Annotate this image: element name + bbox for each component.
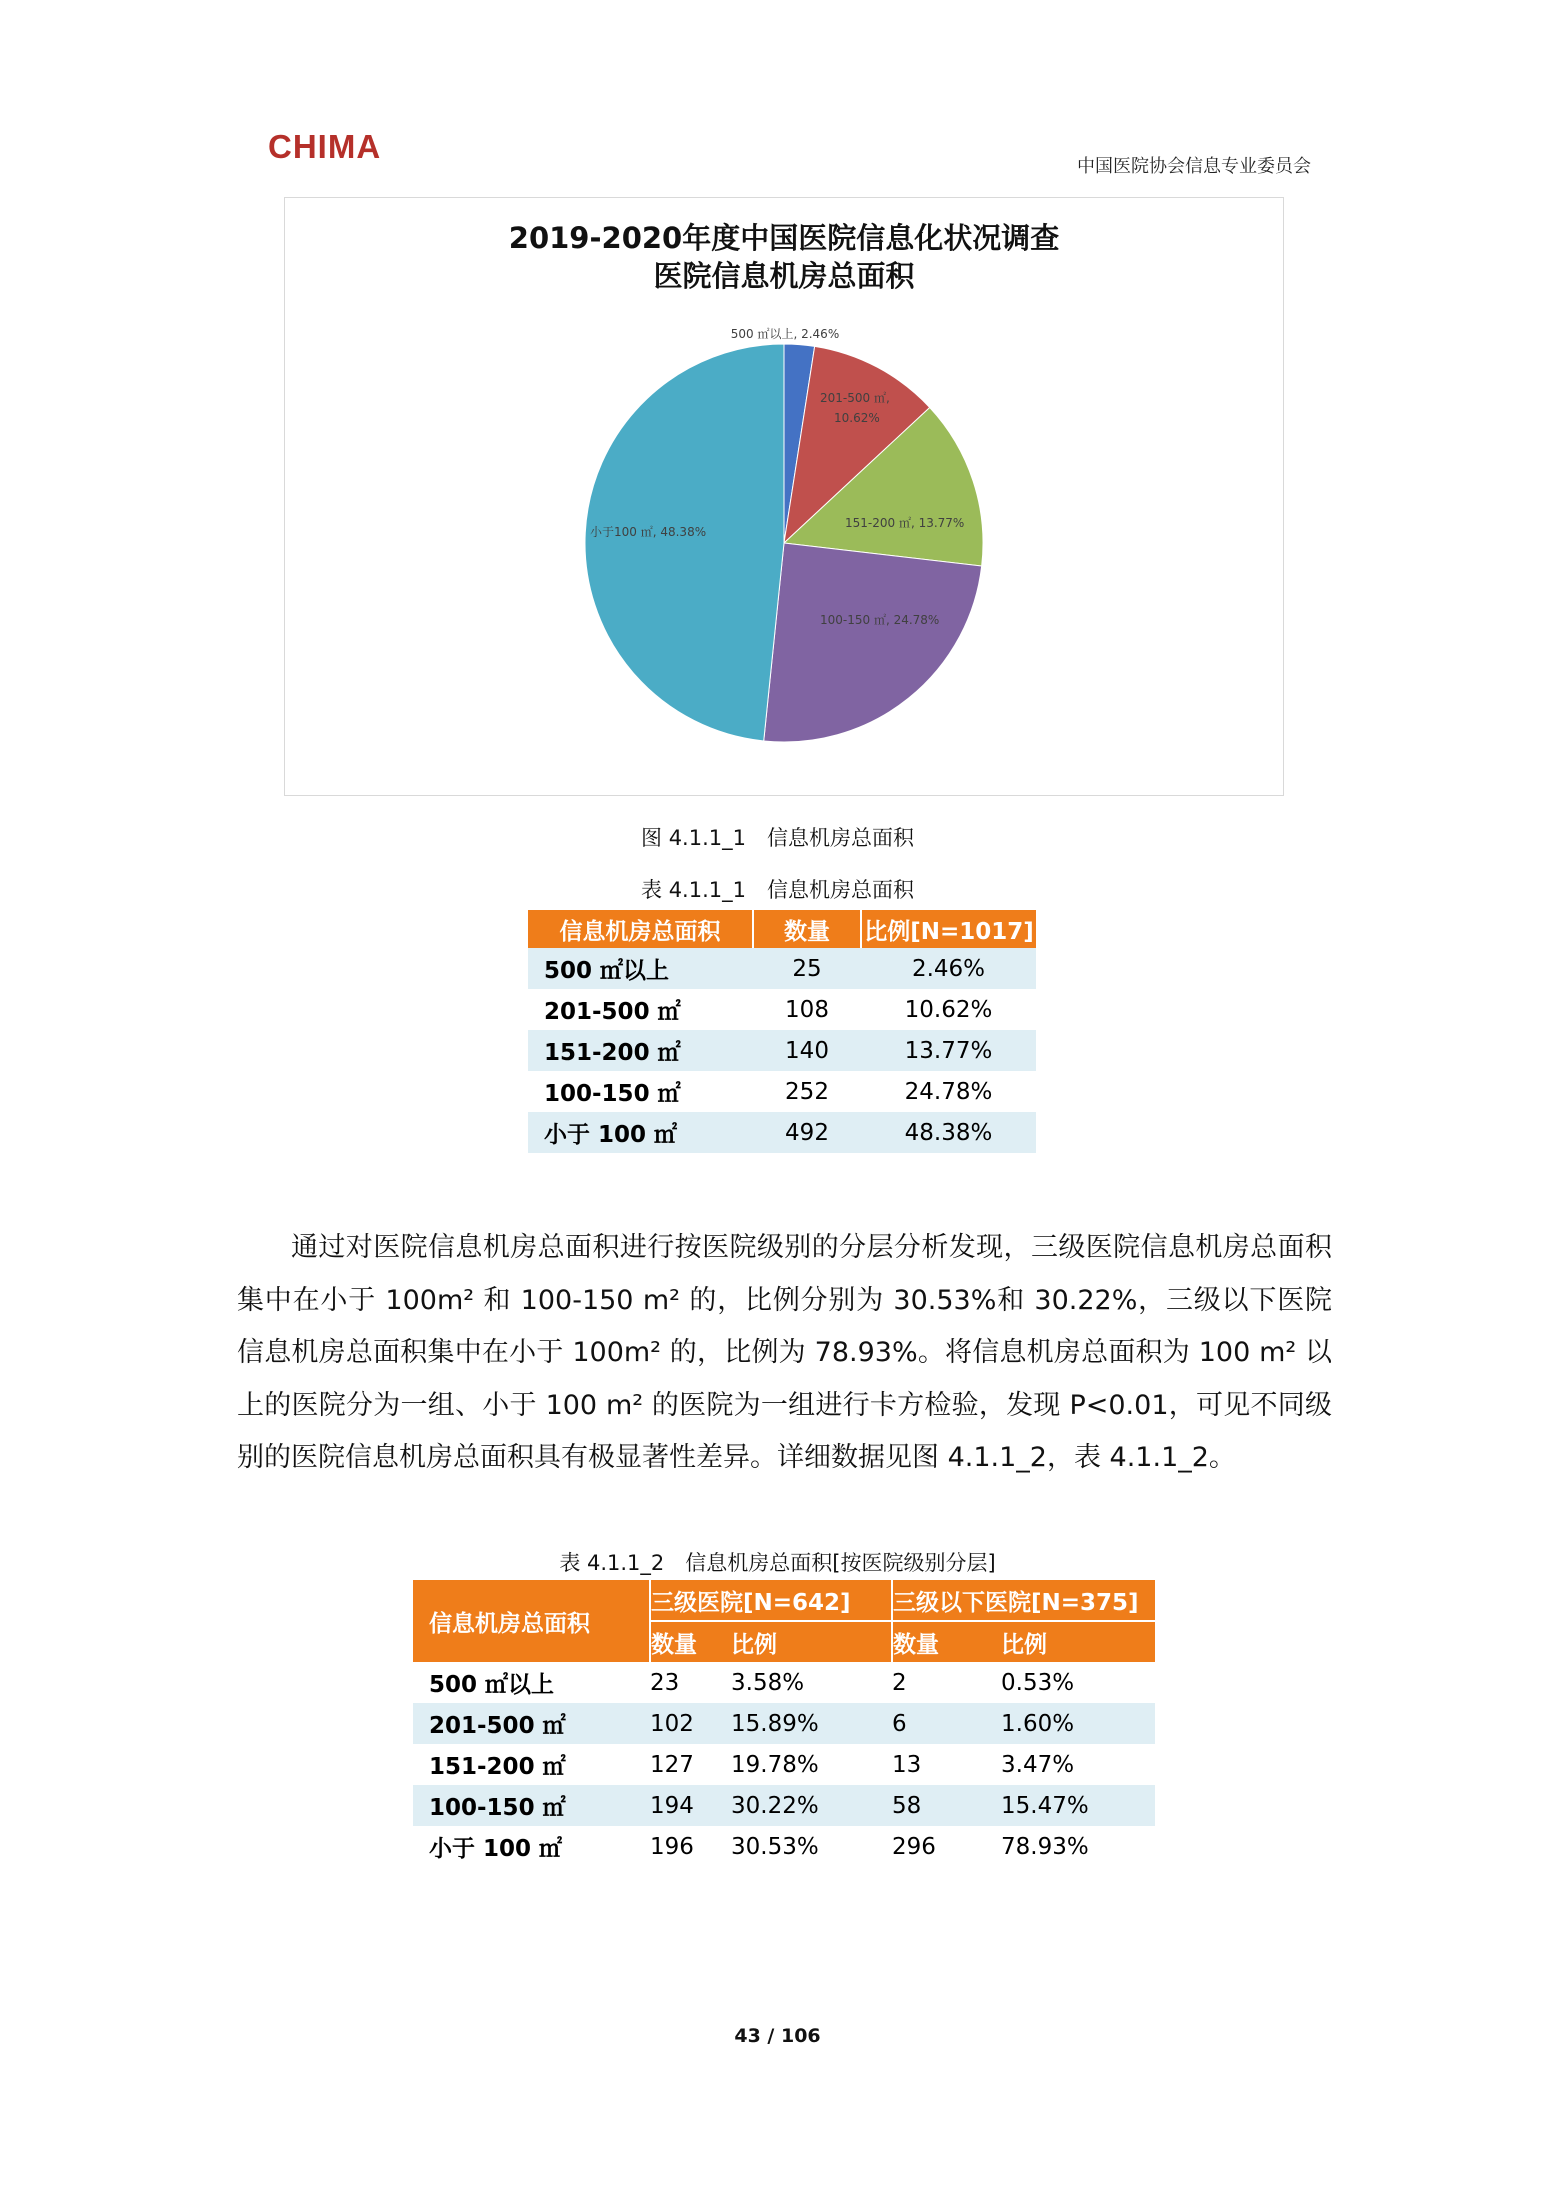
row-ratio: 10.62%: [861, 989, 1036, 1030]
slice-data-label: 500 ㎡以上, 2.46%: [730, 327, 840, 341]
below-tertiary-count: 13: [892, 1744, 1001, 1785]
row-label: 100-150 ㎡: [528, 1071, 753, 1112]
figure-caption: 图 4.1.1_1 信息机房总面积: [641, 826, 914, 850]
pie-slice: [764, 543, 982, 742]
tertiary-count: 194: [650, 1785, 731, 1826]
chart-title: 2019-2020年度中国医院信息化状况调查: [508, 221, 1060, 255]
area-by-level-table: [413, 1580, 1155, 1867]
tertiary-ratio: 30.22%: [731, 1785, 892, 1826]
ratio-header: 比例: [731, 1621, 892, 1662]
row-label: 500 ㎡以上: [528, 948, 753, 989]
below-tertiary-count: 58: [892, 1785, 1001, 1826]
row-label: 151-200 ㎡: [528, 1030, 753, 1071]
row-count: 108: [753, 989, 861, 1030]
table-row: [528, 1030, 1036, 1071]
below-tertiary-ratio: 0.53%: [1001, 1662, 1155, 1703]
table-row: [413, 1744, 1155, 1785]
group-header-row: [413, 1580, 1155, 1621]
row-ratio: 2.46%: [861, 948, 1036, 989]
below-tertiary-ratio: 1.60%: [1001, 1703, 1155, 1744]
row-count: 492: [753, 1112, 861, 1153]
tertiary-count: 23: [650, 1662, 731, 1703]
tertiary-ratio: 19.78%: [731, 1744, 892, 1785]
group-below-tertiary-header: 三级以下医院[N=375]: [892, 1580, 1155, 1621]
row-label: 小于 100 ㎡: [413, 1826, 650, 1867]
tertiary-ratio: 30.53%: [731, 1826, 892, 1867]
below-tertiary-count: 2: [892, 1662, 1001, 1703]
row-count: 252: [753, 1071, 861, 1112]
analysis-paragraph: [237, 1222, 1332, 1485]
slice-data-label: 10.62%: [834, 411, 880, 425]
row-count: 140: [753, 1030, 861, 1071]
table-row: [413, 1662, 1155, 1703]
row-ratio: 48.38%: [861, 1112, 1036, 1153]
row-label: 小于 100 ㎡: [528, 1112, 753, 1153]
slice-data-label: 100-150 ㎡, 24.78%: [820, 613, 940, 627]
table-row: [413, 1703, 1155, 1744]
page-number: 43 / 106: [734, 2025, 821, 2047]
table-row: [413, 1826, 1155, 1867]
organization-name: 中国医院协会信息专业委员会: [1077, 156, 1311, 177]
pie-svg: [285, 198, 1283, 795]
row-ratio: 13.77%: [861, 1030, 1036, 1071]
slice-data-label: 小于100 ㎡, 48.38%: [590, 525, 707, 539]
below-tertiary-ratio: 15.47%: [1001, 1785, 1155, 1826]
table2-caption: 表 4.1.1_2 信息机房总面积[按医院级别分层]: [559, 1551, 996, 1575]
pie-chart: [284, 197, 1284, 796]
below-tertiary-count: 296: [892, 1826, 1001, 1867]
below-tertiary-ratio: 78.93%: [1001, 1826, 1155, 1867]
slice-data-label: 201-500 ㎡,: [820, 391, 890, 405]
ratio-header: 比例: [1001, 1621, 1155, 1662]
tertiary-count: 196: [650, 1826, 731, 1867]
row-label: 500 ㎡以上: [413, 1662, 650, 1703]
chart-subtitle: 医院信息机房总面积: [653, 259, 915, 293]
count-header: 数量: [892, 1621, 1001, 1662]
table-header-row: [528, 910, 1036, 948]
table-row: [528, 989, 1036, 1030]
tertiary-ratio: 15.89%: [731, 1703, 892, 1744]
col-header-ratio: 比例[N=1017]: [861, 910, 1036, 948]
row-label: 151-200 ㎡: [413, 1744, 650, 1785]
row-ratio: 24.78%: [861, 1071, 1036, 1112]
below-tertiary-ratio: 3.47%: [1001, 1744, 1155, 1785]
tertiary-count: 102: [650, 1703, 731, 1744]
table-row: [528, 1112, 1036, 1153]
below-tertiary-count: 6: [892, 1703, 1001, 1744]
row-label: 100-150 ㎡: [413, 1785, 650, 1826]
col-header-count: 数量: [753, 910, 861, 948]
pie-slice: [585, 344, 784, 741]
col-header-area: 信息机房总面积: [528, 910, 753, 948]
table1-caption: 表 4.1.1_1 信息机房总面积: [641, 878, 914, 902]
slice-data-label: 151-200 ㎡, 13.77%: [845, 516, 965, 530]
area-table: [528, 910, 1036, 1153]
count-header: 数量: [650, 1621, 731, 1662]
group-tertiary-header: 三级医院[N=642]: [650, 1580, 892, 1621]
table-row: [413, 1785, 1155, 1826]
row-label: 201-500 ㎡: [413, 1703, 650, 1744]
row-label: 201-500 ㎡: [528, 989, 753, 1030]
row-count: 25: [753, 948, 861, 989]
row-header: 信息机房总面积: [413, 1580, 650, 1662]
chima-logo: CHIMA: [268, 128, 382, 165]
paragraph-text: 通过对医院信息机房总面积进行按医院级别的分层分析发现，三级医院信息机房总面积集中在小于 100m² 和 100-150 m² 的，比例分别为 30.53%和 30.22%，三级以下医院信息机房总面积集中在小于 100m² 的，比例为 78.93%。将信息机房总面积为 100 m² 以上的医院分为一组、小于 100 m² 的医院为一组进行卡方检验，发现 P<0.01，可见不同级别的医院信息机房总面积具有极显著性差异。详细数据见图 4.1.1_2，表 4.1.1_2。: [237, 1232, 1332, 1473]
tertiary-ratio: 3.58%: [731, 1662, 892, 1703]
table-row: [528, 1071, 1036, 1112]
table-row: [528, 948, 1036, 989]
tertiary-count: 127: [650, 1744, 731, 1785]
